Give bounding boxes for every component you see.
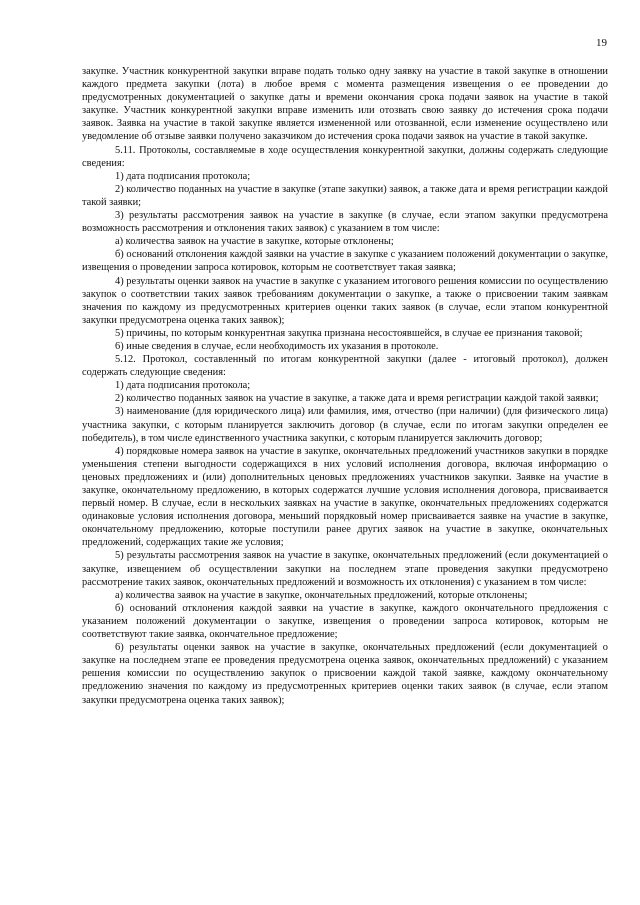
paragraph: 5.12. Протокол, составленный по итогам конкурентной закупки (далее - итоговый протокол), должен содержать следующие сведения:: [82, 354, 608, 379]
paragraph: а) количества заявок на участие в закупке, окончательных предложений, которые отклонены;: [115, 589, 528, 601]
paragraph: 4) порядковые номера заявок на участие в закупке, окончательных предложений участников закупки в порядке уменьшения степени выгодности содержащихся в них условий исполнения договора, включая информацию о ценовых предложениях и (или) дополнительных ценовых предложениях участников закупки. Заявке на участие в закупке, окончательному предложению, в которых содержатся лучшие условия исполнения договора, присваивается первый номер. В случае, если в нескольких заявках на участие в закупке, окончательных предложениях содержатся одинаковые условия исполнения договора, меньший порядковый номер присваивается заявке на участие в закупке, окончательному предложению, которые поступили ранее других заявок на участие в закупке, окончательных предложений, содержащих такие же условия;: [82, 445, 608, 549]
paragraph: 6) результаты оценки заявок на участие в закупке, окончательных предложений (если документацией о закупке на последнем этапе ее проведения предусмотрена оценка заявок, окончательных предложений) с указанием решения комиссии по осуществлению закупок о присвоении каждой такой заявке, каждому окончательному предложению значения по каждому из предусмотренных критериев оценки таких заявок (в случае, если этапом закупки предусмотрена оценка таких заявок);: [82, 642, 608, 706]
paragraph: б) оснований отклонения каждой заявки на участие в закупке с указанием положений документации о закупке, извещения о проведении запроса котировок, которым не соответствует такая заявка;: [82, 249, 608, 274]
paragraph: 3) наименование (для юридического лица) или фамилия, имя, отчество (при наличии) (для физического лица) участника закупки, с которым планируется заключить договор (в случае, если по итогам закупки определен ее победитель), в том числе единственного участника закупки, с которым планируется заключить договор;: [82, 406, 608, 444]
paragraph: закупке. Участник конкурентной закупки вправе подать только одну заявку на участие в такой закупке в отношении каждого предмета закупки (лота) в любое время с момента размещения извещения о ее проведении до предусмотренных документацией о закупке даты и времени окончания срока подачи заявок на участие в такой закупке. Участник конкурентной закупки вправе изменить или отозвать свою заявку до истечения срока подачи заявок. Заявка на участие в такой закупке является измененной или отозванной, если изменение осуществлено или уведомление об отзыве заявки получено заказчиком до истечения срока подачи заявок на участие в такой закупке.: [82, 66, 608, 143]
paragraph: 2) количество поданных заявок на участие в закупке, а также дата и время регистрации каждой такой заявки;: [115, 393, 599, 405]
paragraph: 1) дата подписания протокола;: [115, 170, 251, 182]
paragraph: 6) иные сведения в случае, если необходимость их указания в протоколе.: [115, 340, 439, 352]
paragraph: 5) результаты рассмотрения заявок на участие в закупке, окончательных предложений (если документацией о закупке, извещением об осуществлении закупки на последнем этапе проведения закупки предусмотрено рассмотрение таких заявок, окончательных предложений и возможность их отклонения) с указанием в том числе:: [82, 550, 608, 588]
paragraph: 3) результаты рассмотрения заявок на участие в закупке (в случае, если этапом закупки предусмотрена возможность рассмотрения и отклонения таких заявок) с указанием в том числе:: [82, 210, 608, 235]
paragraph: б) оснований отклонения каждой заявки на участие в закупке, каждого окончательного предложения с указанием положений документации о закупке, извещения о проведении запроса котировок, которым не соответствуют такие заявка, окончательное предложение;: [82, 602, 608, 641]
paragraph: 4) результаты оценки заявок на участие в закупке с указанием итогового решения комиссии по осуществлению закупок о соответствии таких заявок требованиям документации о закупке, а также о присвоении таким заявкам значения по каждому из предусмотренных критериев оценки таких заявок (в случае, если этапом конкурентной закупки предусмотрена оценка таких заявок);: [82, 275, 608, 326]
page-number: 19: [596, 37, 607, 49]
paragraph: 5) причины, по которым конкурентная закупка признана несостоявшейся, в случае ее признания таковой;: [115, 327, 583, 339]
paragraph: 2) количество поданных на участие в закупке (этапе закупки) заявок, а также дата и время регистрации каждой такой заявки;: [82, 183, 608, 208]
document-body: [82, 65, 608, 707]
paragraph: 1) дата подписания протокола;: [115, 380, 251, 392]
paragraph: 5.11. Протоколы, составляемые в ходе осуществления конкурентной закупки, должны содержать следующие сведения:: [82, 144, 608, 169]
paragraph: а) количества заявок на участие в закупке, которые отклонены;: [115, 236, 394, 248]
